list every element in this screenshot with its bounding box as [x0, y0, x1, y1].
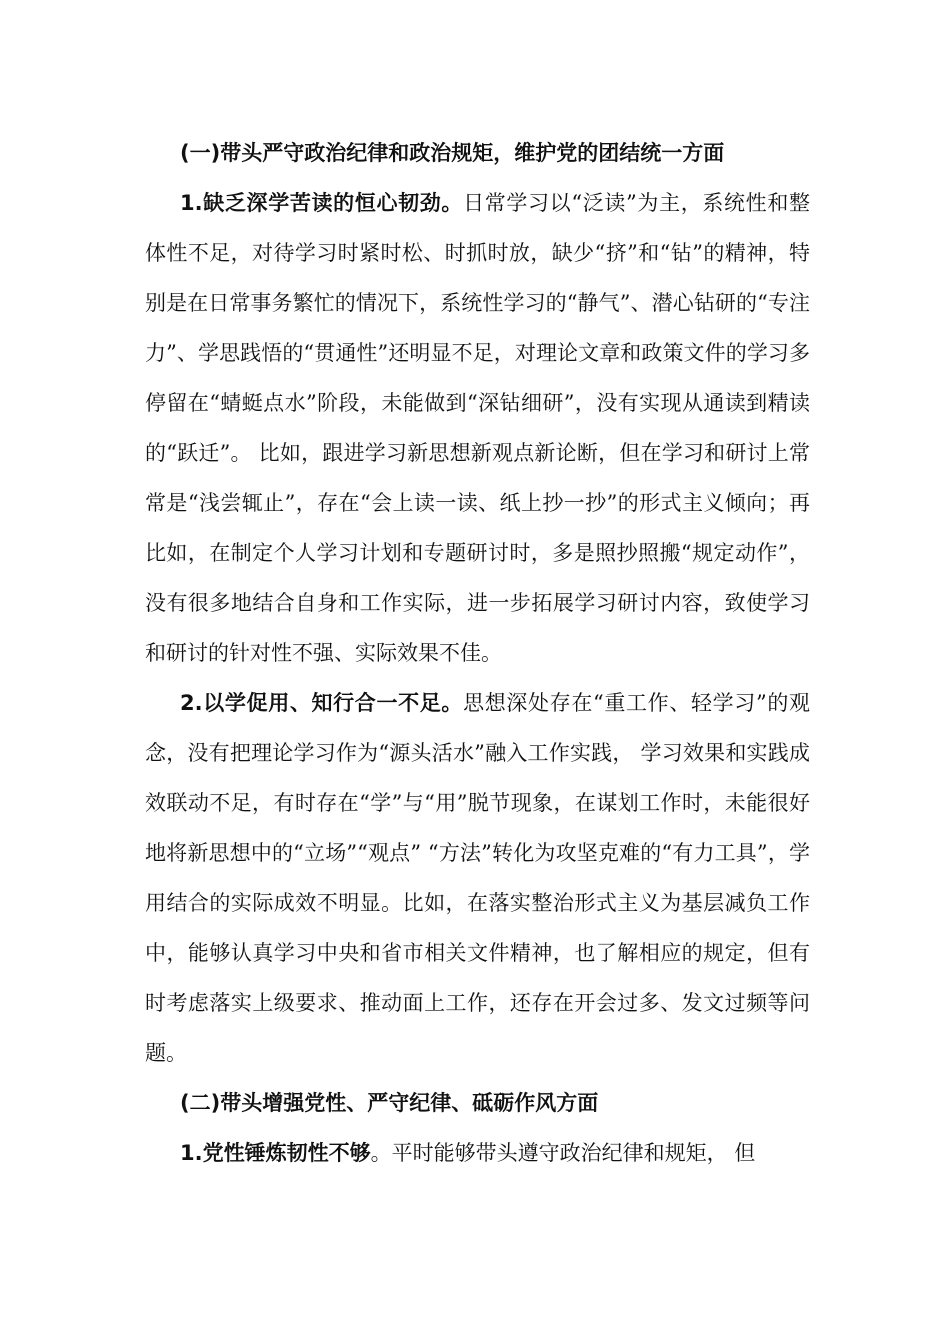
paragraph-lead: 2.以学促用、知行合一不足。: [180, 691, 464, 715]
paragraph-lead: 1.党性锤炼韧性不够: [180, 1141, 371, 1165]
paragraph-2-1: [145, 1128, 810, 1178]
paragraph-1-2: [145, 678, 810, 1078]
section-heading-2: (二)带头增强党性、严守纪律、砥砺作风方面: [180, 1091, 599, 1115]
paragraph-text: 日常学习以“泛读”为主，系统性和整体性不足，对待学习时紧时松、时抓时放，缺少“挤”和“钻”的精神，特别是在日常事务繁忙的情况下，系统性学习的“静气”、潜心钻研的“专注力”、学思践悟的“贯通性”还明显不足，对理论文章和政策文件的学习多停留在“蜻蜓点水”阶段，未能做到“深钻细研”，没有实现从通读到精读的“跃迁”。 比如，跟进学习新思想新观点新论断，但在学习和研讨上常常是“浅尝辄止”，存在“会上读一读、纸上抄一抄”的形式主义倾向；再比如，在制定个人学习计划和专题研讨时，多是照抄照搬“规定动作”，没有很多地结合自身和工作实际，进一步拓展学习研讨内容，致使学习和研讨的针对性不强、实际效果不佳。: [145, 191, 810, 665]
section-heading-1: (一)带头严守政治纪律和政治规矩，维护党的团结统一方面: [180, 141, 725, 165]
document-body: [145, 128, 810, 1178]
paragraph-text: 思想深处存在“重工作、轻学习”的观念，没有把理论学习作为“源头活水”融入工作实践， 学习效果和实践成效联动不足，有时存在“学”与“用”脱节现象，在谋划工作时，未能很好地将新思想中的“立场”“观点” “方法”转化为攻坚克难的“有力工具”，学用结合的实际成效不明显。比如，在落实整治形式主义为基层减负工作中，能够认真学习中央和省市相关文件精神，也了解相应的规定，但有时考虑落实上级要求、推动面上工作，还存在开会过多、发文过频等问题。: [145, 691, 810, 1065]
paragraph-1-1: [145, 178, 810, 678]
paragraph-lead: 1.缺乏深学苦读的恒心韧劲。: [180, 191, 464, 215]
paragraph-text: 。平时能够带头遵守政治纪律和规矩， 但: [370, 1141, 756, 1165]
